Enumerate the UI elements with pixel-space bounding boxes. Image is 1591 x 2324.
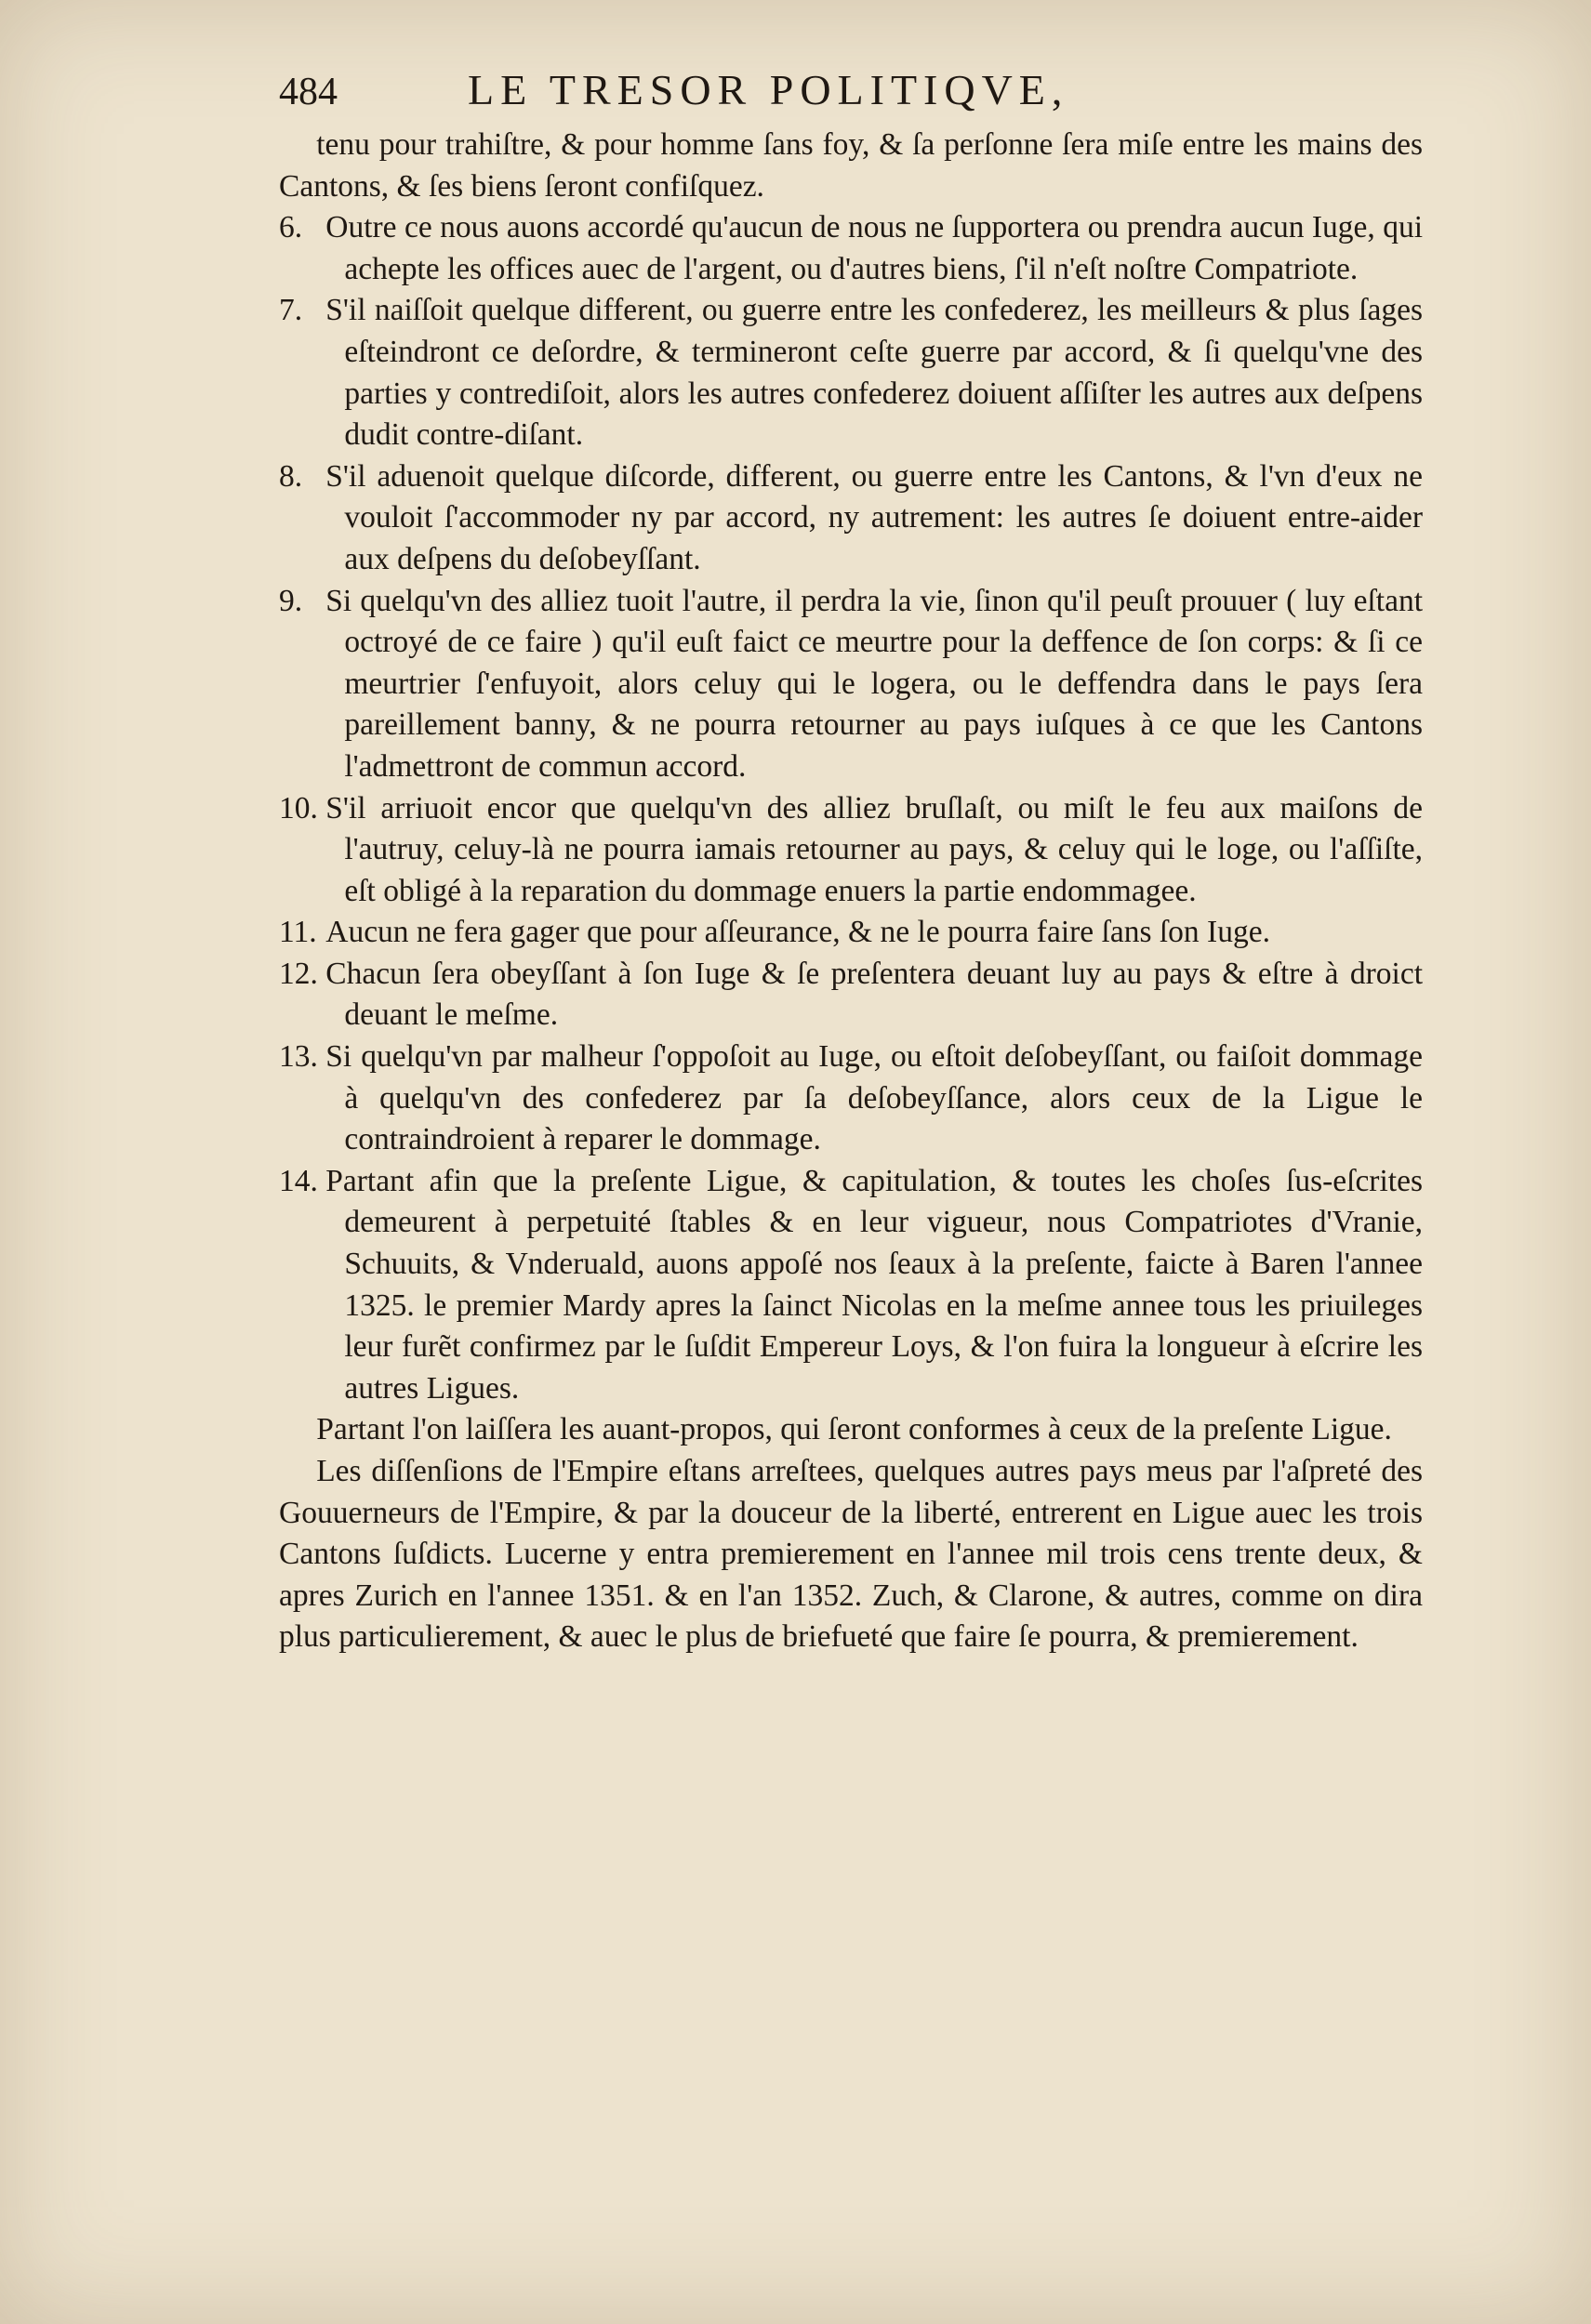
paragraph-text: Les diſſenſions de l'Empire eſtans arreſtees, quelques autres pays meus par l'aſpreté des Gouuerneurs de l'Empire, & par la douceur de la liberté, entrerent en Ligue auec les trois Cantons ſuſdicts. Lucerne y entra premierement en l'annee mil trois cens trente deux, & apres Zurich en l'annee 1351. & en l'an 1352. Zuch, & Clarone, & autres, comme on dira plus particulierement, & auec le plus de briefueté que faire ſe pourra, & premierement.: [279, 1454, 1423, 1655]
page-content: [279, 65, 1423, 1658]
article-text: Si quelqu'vn par malheur ſ'oppoſoit au Iuge, ou eſtoit deſobeyſſant, ou faiſoit dommage à quelqu'vn des confederez par ſa deſobeyſſance, alors ceux de la Ligue le contraindroient à reparer le dommage.: [325, 1039, 1423, 1157]
article-12: [279, 954, 1423, 1037]
page-number: 484: [279, 71, 338, 113]
paragraph-partant: [279, 1409, 1423, 1451]
article-number: 12.: [279, 956, 318, 991]
article-number: 7.: [279, 293, 303, 328]
paragraph-continuation: [279, 125, 1423, 207]
article-10: [279, 788, 1423, 913]
article-text: Si quelqu'vn des alliez tuoit l'autre, il perdra la vie, ſinon qu'il peuſt prouuer ( luy eſtant octroyé de ce faire ) qu'il euſt faict ce meurtre pour la deffence de ſon corps: & ſi ce meurtrier ſ'enfuyoit, alors celuy qui le logera, ou le deffendra dans le pays ſera pareillement banny, & ne pourra retourner au pays iuſques à ce que les Cantons l'admettront de commun accord.: [325, 583, 1423, 784]
article-text: Chacun ſera obeyſſant à ſon Iuge & ſe preſentera deuant luy au pays & eſtre à droict deuant le meſme.: [325, 956, 1423, 1033]
article-number: 10.: [279, 790, 318, 825]
article-8: [279, 456, 1423, 581]
article-number: 14.: [279, 1163, 318, 1198]
article-number: 8.: [279, 458, 303, 494]
article-number: 11.: [279, 915, 317, 950]
article-text: S'il naiſſoit quelque different, ou guerre entre les confederez, les meilleurs & plus ſages eſteindront ce deſordre, & termineront ceſte guerre par accord, & ſi quelqu'vne des parties y contrediſoit, alors les autres confederez doiuent aſſiſter les autres aux deſpens dudit contre-diſant.: [325, 293, 1423, 453]
article-14: [279, 1161, 1423, 1410]
article-13: [279, 1037, 1423, 1161]
article-9: [279, 581, 1423, 788]
article-number: 13.: [279, 1039, 318, 1075]
article-text: Outre ce nous auons accordé qu'aucun de nous ne ſupportera ou prendra aucun Iuge, qui achepte les offices auec de l'argent, ou d'autres biens, ſ'il n'eſt noſtre Compatriote.: [325, 210, 1423, 286]
running-header: [279, 65, 1423, 125]
article-7: [279, 290, 1423, 456]
article-11: [279, 912, 1423, 954]
article-number: 9.: [279, 583, 303, 618]
article-text: S'il aduenoit quelque diſcorde, different, ou guerre entre les Cantons, & l'vn d'eux ne vouloit ſ'accommoder ny par accord, ny autrement: les autres ſe doiuent entre-aider aux deſpens du deſobeyſſant.: [325, 458, 1423, 576]
article-number: 6.: [279, 210, 303, 245]
paragraph-text: Partant l'on laiſſera les auant-propos, qui ſeront conformes à ceux de la preſente Ligue.: [316, 1412, 1392, 1447]
article-6: [279, 207, 1423, 290]
article-text: S'il arriuoit encor que quelqu'vn des alliez bruſlaſt, ou miſt le feu aux maiſons de l'autruy, celuy-là ne pourra iamais retourner au pays, & celuy qui le loge, ou l'aſſiſte, eſt obligé à la reparation du dommage enuers la partie endommagee.: [325, 790, 1423, 908]
running-title: LE TRESOR POLITIQVE,: [468, 66, 1069, 113]
article-text: Partant afin que la preſente Ligue, & capitulation, & toutes les choſes ſus-eſcrites demeurent à perpetuité ſtables & en leur vigueur, nous Compatriotes d'Vranie, Schuuits, & Vnderuald, auons appoſé nos ſeaux à la preſente, faicte à Baren l'annee 1325. le premier Mardy apres la ſainct Nicolas en la meſme annee tous les priuileges leur furẽt confirmez par le ſuſdit Empereur Loys, & l'on fuira la longueur à eſcrire les autres Ligues.: [325, 1163, 1423, 1406]
paragraph-dissensions: [279, 1451, 1423, 1658]
article-text: Aucun ne fera gager que pour aſſeurance, & ne le pourra faire ſans ſon Iuge.: [325, 915, 1270, 950]
paragraph-text: tenu pour trahiſtre, & pour homme ſans foy, & ſa perſonne ſera miſe entre les mains des Cantons, & ſes biens ſeront confiſquez.: [279, 127, 1423, 204]
